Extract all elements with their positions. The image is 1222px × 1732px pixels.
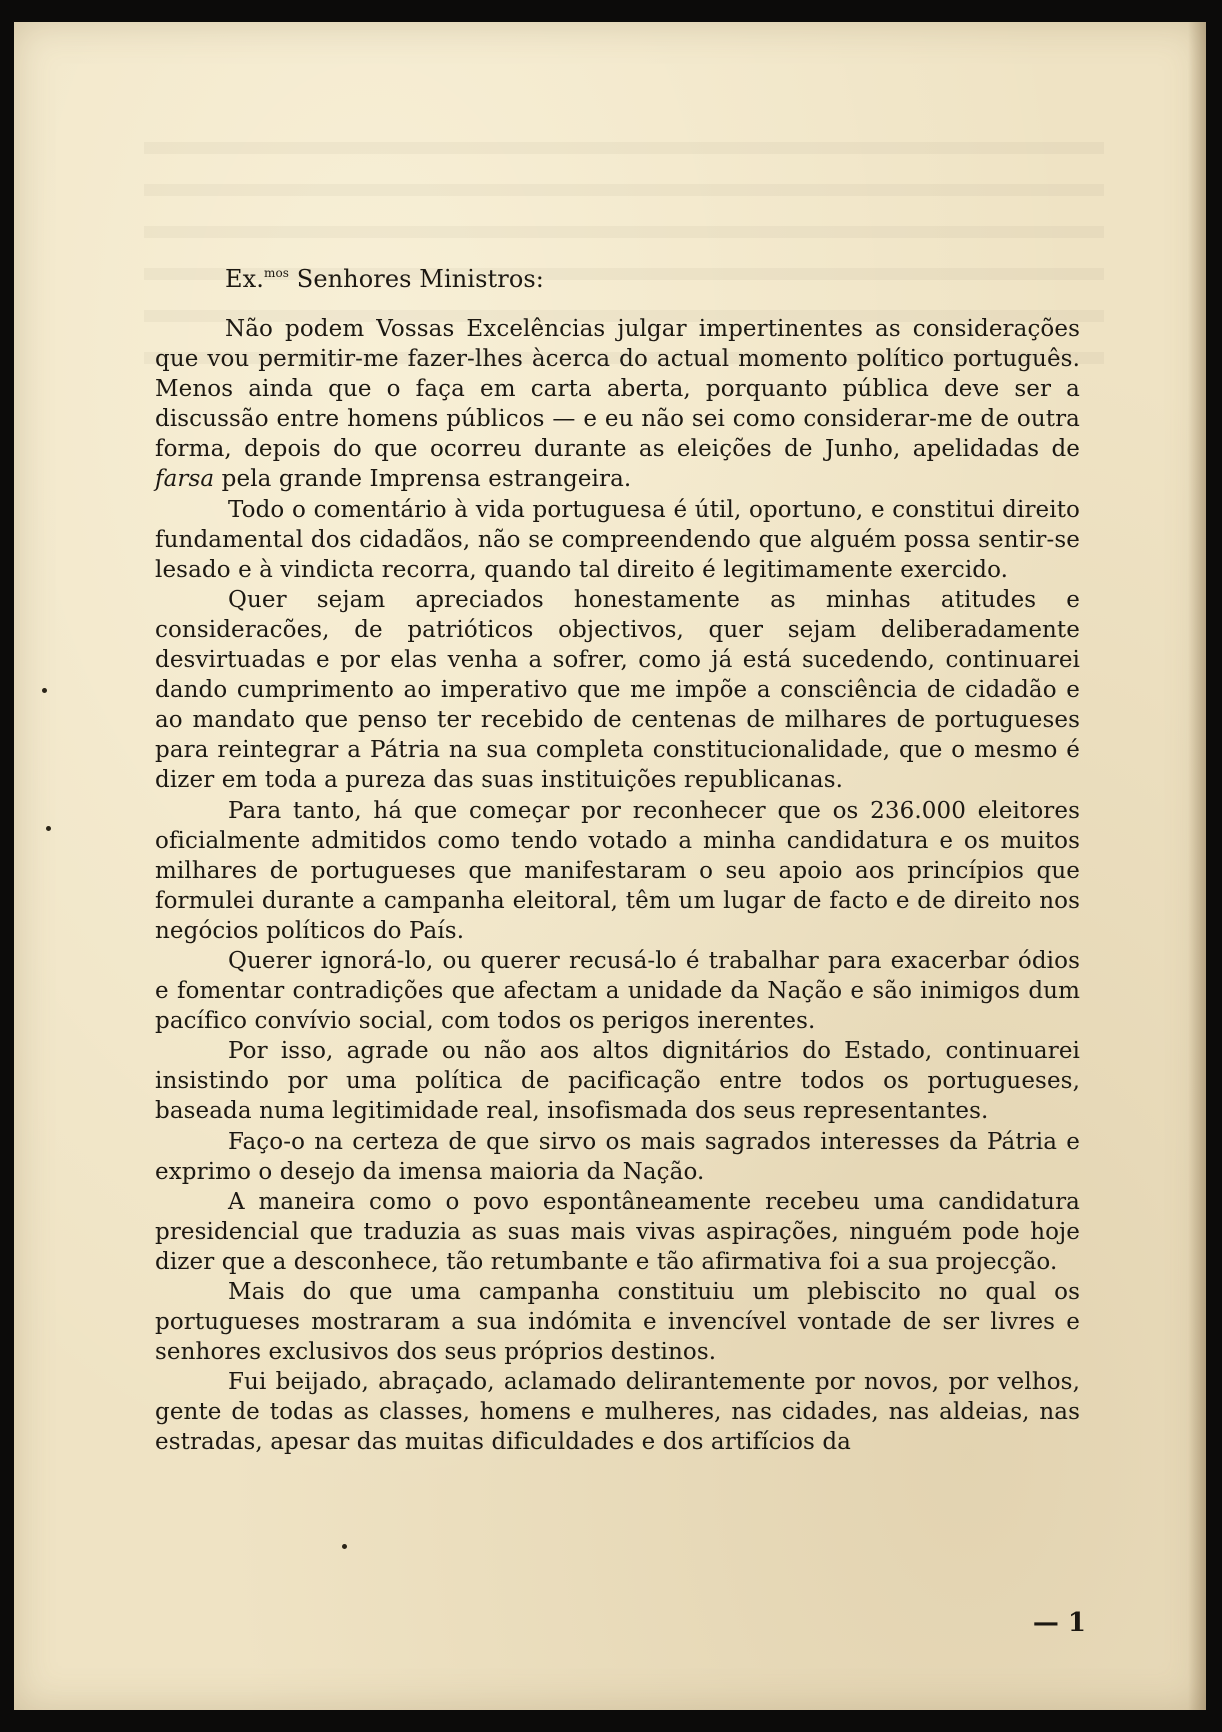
- paragraph: Fui beijado, abraçado, aclamado delirantemente por novos, por velhos, gente de todas as classes, homens e mulheres, nas cidades, nas aldeias, nas estradas, apesar das muitas dificuldades e dos artifícios da: [155, 1369, 1080, 1456]
- salutation-rest: Senhores Ministros:: [289, 265, 544, 293]
- emphasized-word: farsa: [155, 466, 215, 493]
- paragraph: Quer sejam apreciados honestamente as minhas atitudes e consideracões, de patrióticos objectivos, quer sejam deliberadamente desvirtuadas e por elas venha a sofrer, como já está sucedendo, continuarei dando cumprimento ao imperativo que me impõe a consciência de cidadão e ao mandato que penso ter recebido de centenas de milhares de portugueses para reintegrar a Pátria na sua completa constitucionalidade, que o mesmo é dizer em toda a pureza das suas instituições republicanas.: [155, 586, 1080, 794]
- salutation-superscript: mos: [263, 266, 290, 280]
- paragraph: Todo o comentário à vida portuguesa é útil, oportuno, e constitui direito fundamental dos cidadãos, não se compreendendo que alguém possa sentir-se lesado e à vindicta recorra, quando tal direito é legitimamente exercido.: [155, 496, 1080, 583]
- show-through-line: [144, 112, 1104, 154]
- paragraph: Mais do que uma campanha constituiu um plebiscito no qual os portugueses mostraram a sua indómita e invencível vontade de ser livres e senhores exclusivos dos seus próprios destinos.: [155, 1279, 1080, 1366]
- paragraph: A maneira como o povo espontâneamente recebeu uma candidatura presidencial que traduzia as suas mais vivas aspirações, ninguém pode hoje dizer que a desconhece, tão retumbante e tão afirmativa foi a sua projecção.: [155, 1188, 1080, 1275]
- paragraph-text: pela grande Imprensa estrangeira.: [214, 466, 632, 493]
- paragraph: Por isso, agrade ou não aos altos dignitários do Estado, continuarei insistindo por uma política de pacificação entre todos os portugueses, baseada numa legitimidade real, insofismada dos seus representantes.: [155, 1038, 1080, 1125]
- ink-speck: [46, 826, 51, 831]
- paragraph-text: Não podem Vossas Excelências julgar impertinentes as considerações que vou permitir-me fazer-lhes àcerca do actual momento político português. Menos ainda que o faça em carta aberta, porquanto pública deve ser a discussão entre homens públicos — e eu não sei como considerar-me de outra forma, depois do que ocorreu durante as eleições de Junho, apelidadas de: [155, 316, 1080, 463]
- paragraph: Faço-o na certeza de que sirvo os mais sagrados interesses da Pátria e exprimo o desejo da imensa maioria da Nação.: [155, 1128, 1080, 1185]
- salutation-prefix: Ex.: [225, 265, 264, 293]
- show-through-line: [144, 196, 1104, 238]
- ink-speck: [42, 688, 47, 693]
- salutation: [225, 258, 1080, 294]
- show-through-line: [144, 154, 1104, 196]
- letter-body: [155, 258, 1080, 1458]
- paragraph: [155, 314, 1080, 495]
- paragraph: Querer ignorá-lo, ou querer recusá-lo é trabalhar para exacerbar ódios e fomentar contradições que afectam a unidade da Nação e são inimigos dum pacífico convívio social, com todos os perigos inerentes.: [155, 947, 1080, 1035]
- paragraph: Para tanto, há que começar por reconhecer que os 236.000 eleitores oficialmente admitidos como tendo votado a minha candidatura e os muitos milhares de portugueses que manifestaram o seu apoio aos princípios que formulei durante a campanha eleitoral, têm um lugar de facto e de direito nos negócios políticos do País.: [155, 797, 1080, 944]
- page-edge-shadow: [1188, 22, 1206, 1710]
- ink-speck: [342, 1544, 347, 1549]
- page-number: — 1: [1032, 1608, 1086, 1638]
